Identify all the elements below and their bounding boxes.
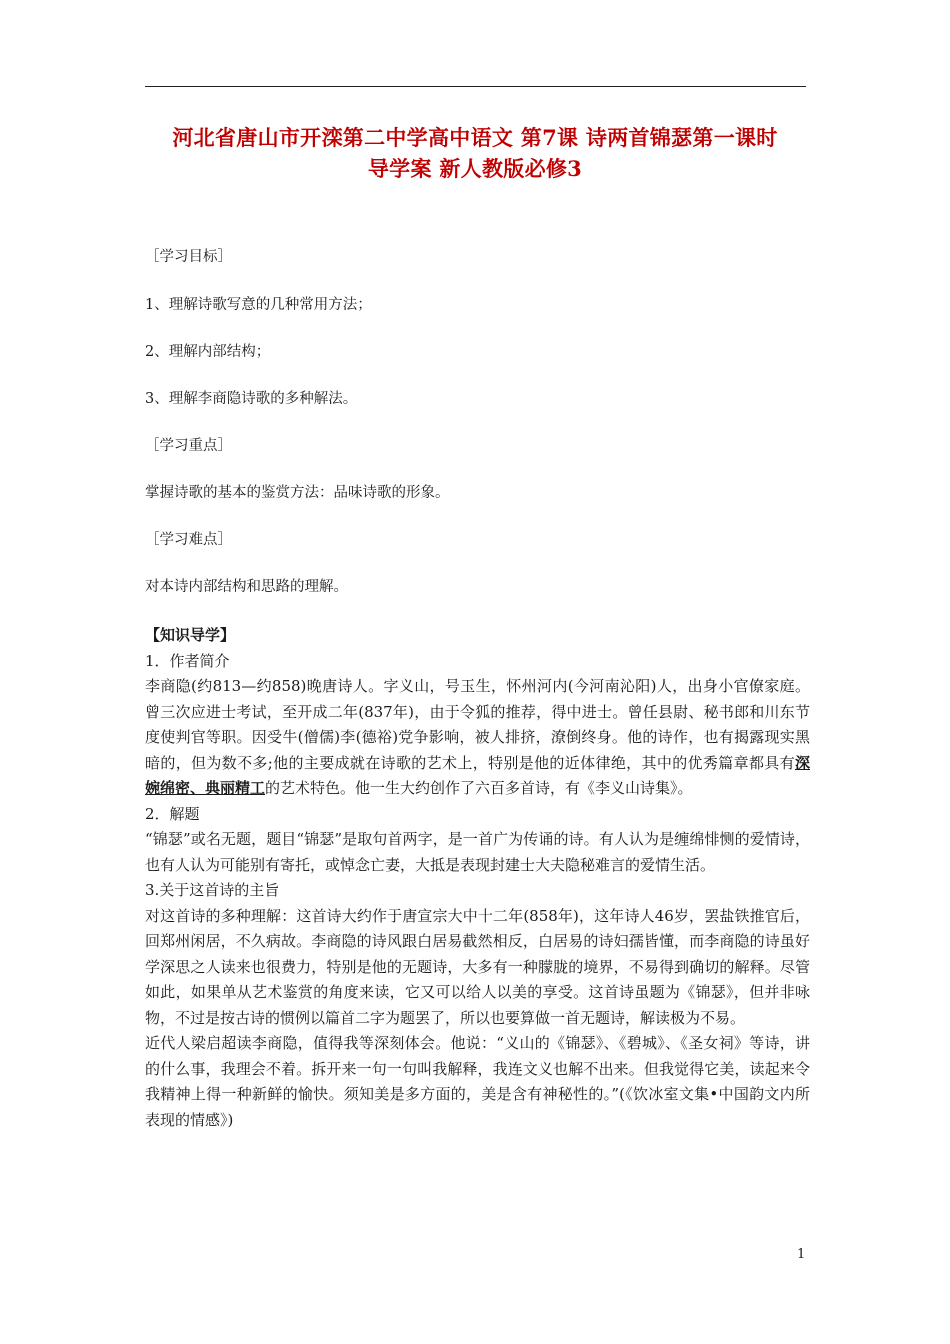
focus-text: 掌握诗歌的基本的鉴赏方法：品味诗歌的形象。 — [145, 485, 450, 501]
document-title — [120, 122, 830, 184]
objectives-heading: ［学习目标］ — [145, 249, 232, 265]
objective-item-1: 1、理解诗歌写意的几种常用方法； — [145, 297, 372, 313]
author-intro-title: 1．作者简介 — [145, 651, 230, 670]
title-explain-text: “锦瑟”或名无题，题目“锦瑟”是取句首两字，是一首广为传诵的诗。有人认为是缠绵悱恻的爱情诗，也有人认为可能别有寄托，或悼念亡妻，大抵是表现封建士大夫隐秘难言的爱情生活。 — [145, 830, 810, 874]
style-emphasis: 深婉绵密、典丽精工 — [145, 753, 810, 797]
title-explain-heading: 2．解题 — [145, 804, 200, 823]
theme-heading: 3.关于这首诗的主旨 — [145, 881, 280, 899]
difficulty-heading: ［学习难点］ — [145, 532, 232, 548]
liang-quote: 近代人梁启超读李商隐，值得我等深刻体会。他说：“义山的《锦瑟》、《碧城》、《圣女祠》等诗，讲的什么事，我理会不着。拆开来一句一句叫我解释，我连文义也解不出来。但我觉得它美，读起来令我精神上得一种新鲜的愉快。须知美是多方面的，美是含有神秘性的。”(《饮冰室文集•中国韵文内所表现的情感》) — [145, 1034, 810, 1129]
difficulty-text: 对本诗内部结构和思路的理解。 — [145, 579, 348, 595]
title-line-2: 导学案 新人教版必修3 — [367, 156, 583, 181]
focus-heading: ［学习重点］ — [145, 438, 232, 454]
objective-item-3: 3、理解李商隐诗歌的多种解法。 — [145, 391, 358, 407]
objective-item-2: 2、理解内部结构； — [145, 344, 271, 360]
author-intro-text — [145, 674, 810, 802]
author-intro-text-a: 李商隐(约813—约858)晚唐诗人。字义山，号玉生，怀州河内(今河南沁阳)人，出身小官僚家庭。曾三次应进士考试，至开成二年(837年)，由于令狐的推荐，得中进士。曾任县尉、秘书郎和川东节度使判官等职。因受牛(僧儒)李(德裕)党争影响，被人排挤，潦倒终身。他的诗作，也有揭露现实黑暗的，但为数不多;他的主要成就在诗歌的艺术上，特别是他的近体律绝，其中的优秀篇章都具有 — [145, 677, 810, 772]
guide-heading: 【知识导学】 — [145, 626, 236, 644]
author-intro-text-b: 的艺术特色。他一生大约创作了六百多首诗，有《李义山诗集》。 — [265, 779, 693, 797]
knowledge-guide — [145, 623, 810, 1133]
page-number: 1 — [797, 1247, 806, 1262]
header-rule — [145, 86, 806, 87]
theme-text: 对这首诗的多种理解：这首诗大约作于唐宣宗大中十二年(858年)，这年诗人46岁，罢盐铁推官后，回郑州闲居，不久病故。李商隐的诗风跟白居易截然相反，白居易的诗妇孺皆懂，而李商隐的诗虽好学深思之人读来也很费力，特别是他的无题诗，大多有一种朦胧的境界，不易得到确切的解释。尽管如此，如果单从艺术鉴赏的角度来读，它又可以给人以美的享受。这首诗虽题为《锦瑟》，但并非咏物，不过是按古诗的惯例以篇首二字为题罢了，所以也要算做一首无题诗，解读极为不易。 — [145, 906, 810, 1027]
title-line-1: 河北省唐山市开滦第二中学高中语文 第7课 诗两首锦瑟第一课时 — [172, 125, 778, 150]
